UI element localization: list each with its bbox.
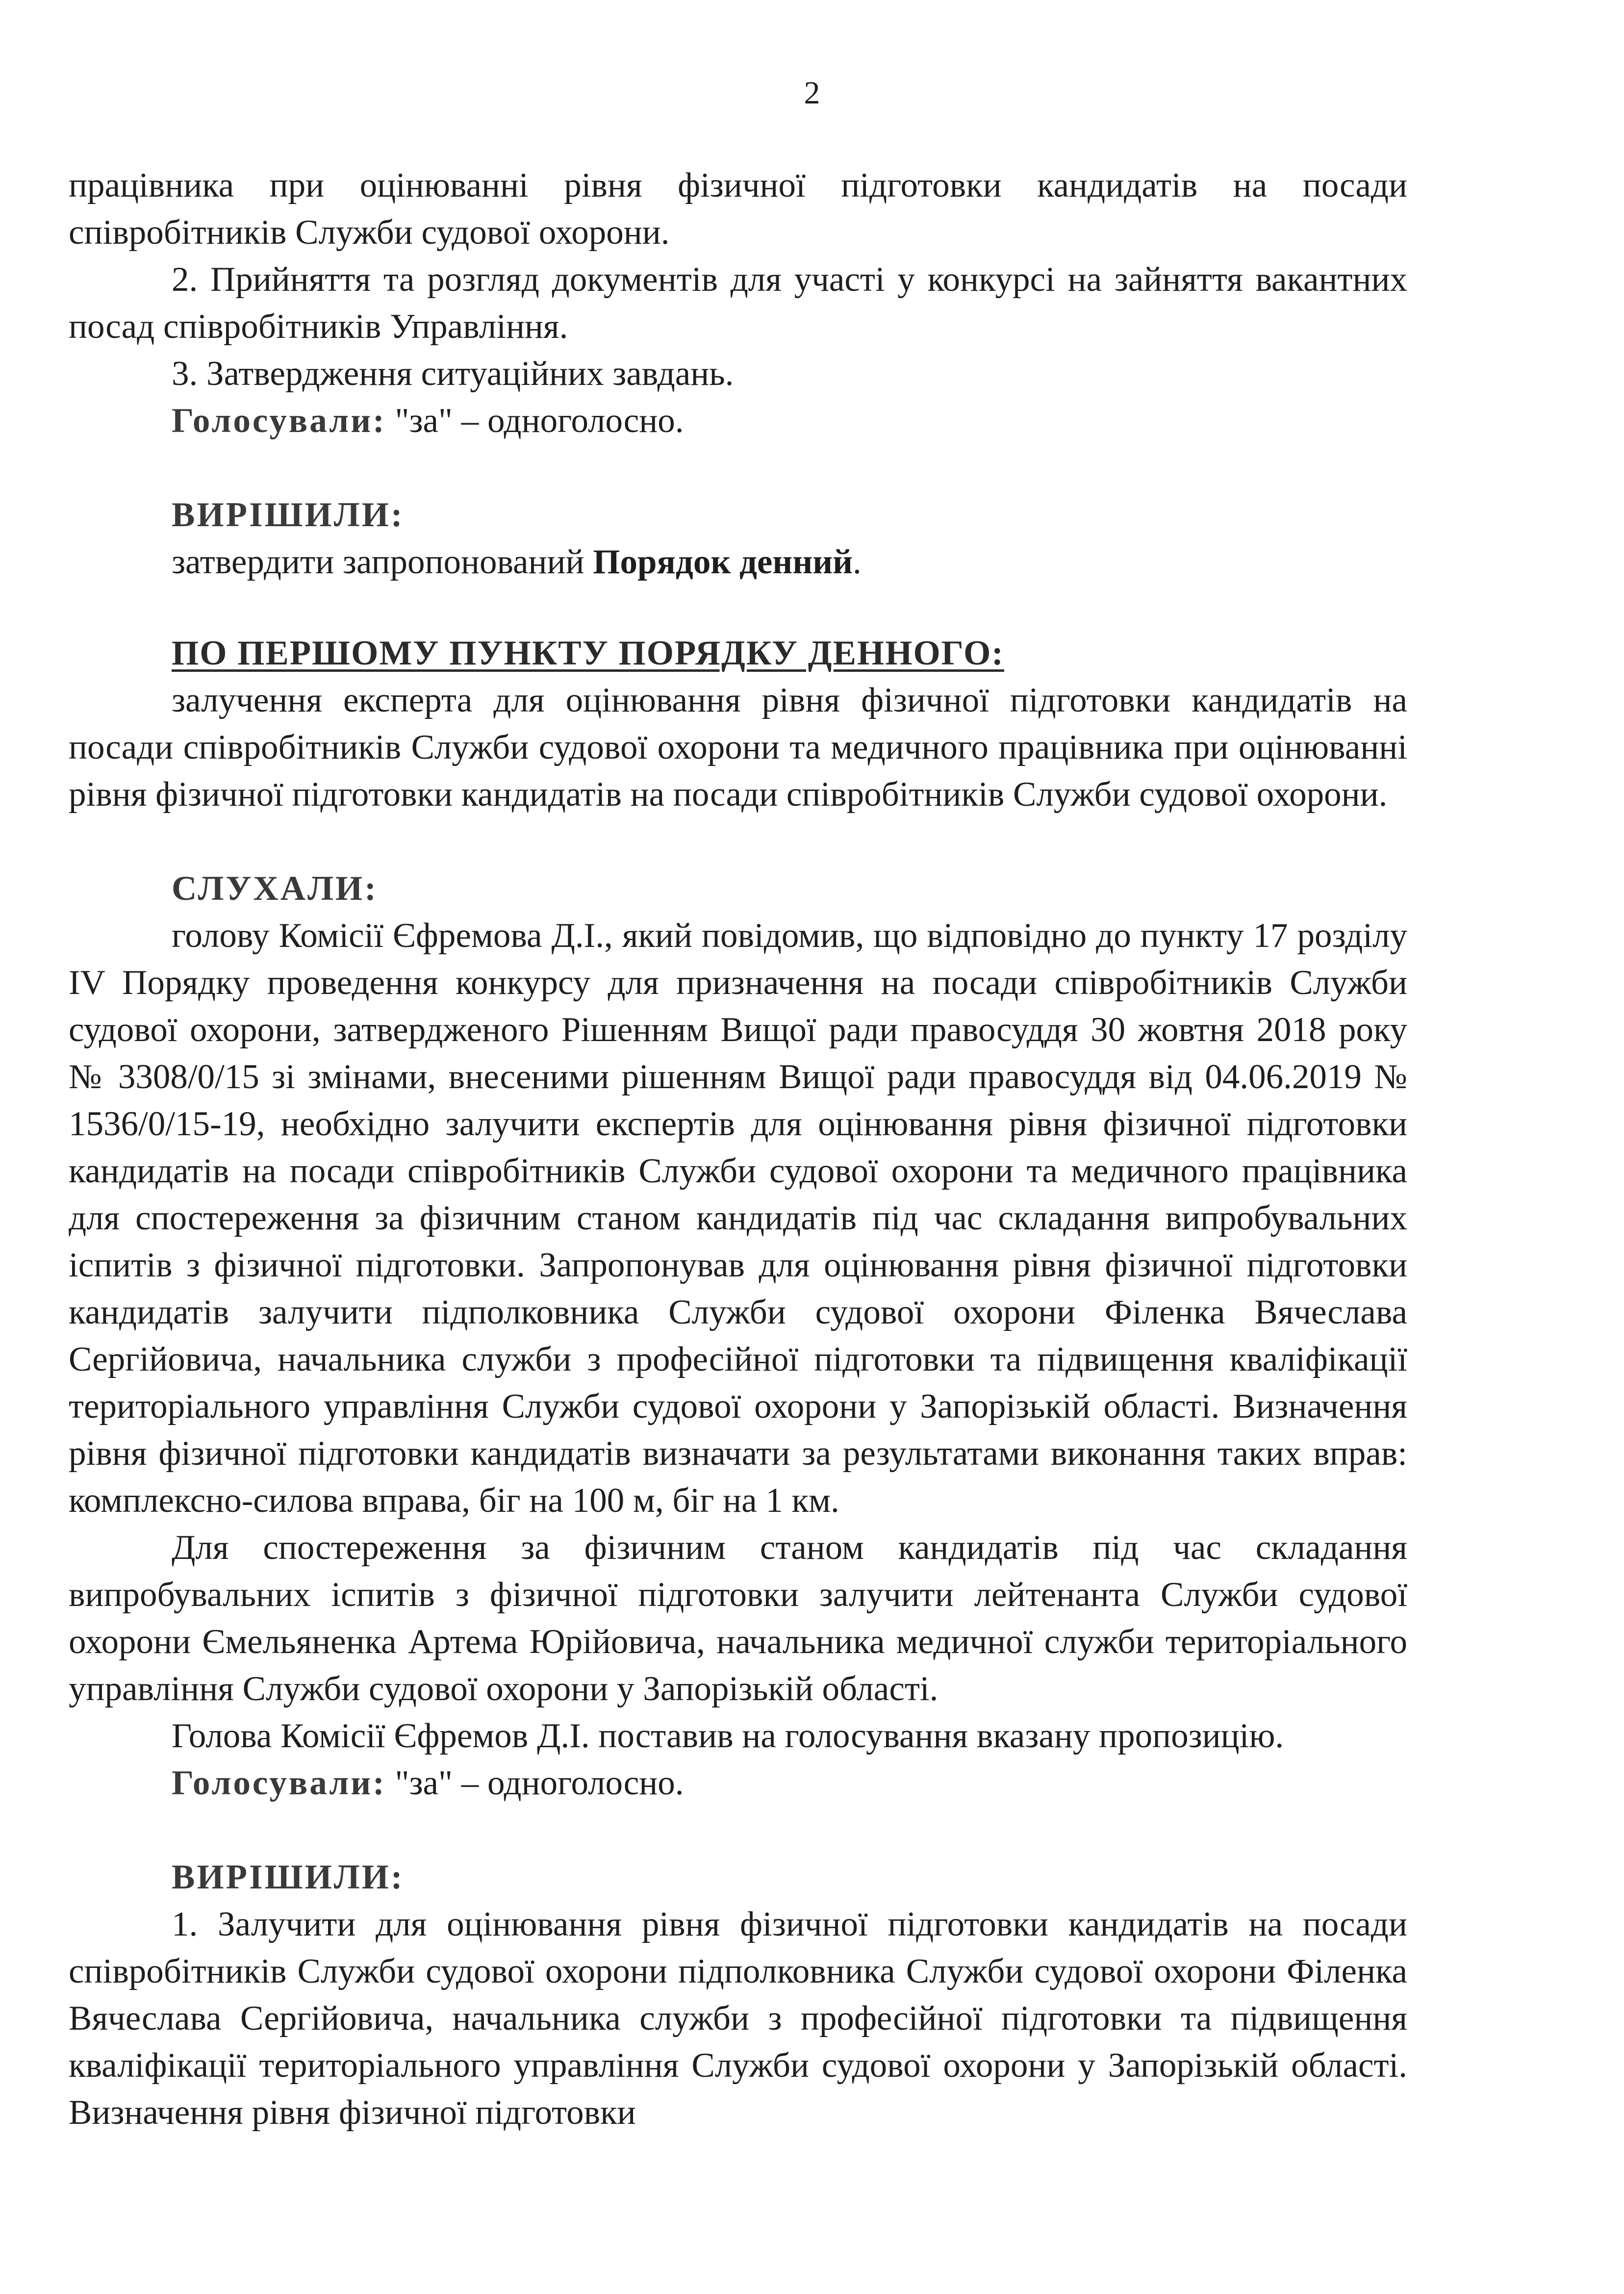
heard-paragraph-1: голову Комісії Єфремова Д.І., який повідомив, що відповідно до пункту 17 розділу IV Порядку проведення конкурсу для призначення на посади співробітників Служби судової охорони, затвердженого Рішенням Вищої ради правосуддя 30 жовтня 2018 року № 3308/0/15 зі змінами, внесеними рішенням Вищої ради правосуддя від 04.06.2019 № 1536/0/15-19, необхідно залучити експертів для оцінювання рівня фізичної підготовки кандидатів на посади співробітників Служби судової охорони та медичного працівника для спостереження за фізичним станом кандидатів під час складання випробувальних іспитів з фізичної підготовки. Запропонував для оцінювання рівня фізичної підготовки кандидатів залучити підполковника Служби судової охорони Філенка Вячеслава Сергійовича, начальника служби з професійної підготовки та підвищення кваліфікації територіального управління Служби судової охорони у Запорізькій області. Визначення рівня фізичної підготовки кандидатів визначати за результатами виконання таких вправ: комплексно-силова вправа, біг на 100 м, біг на 1 км.	[69, 917, 1407, 1520]
decided-heading-1: ВИРІШИЛИ:	[172, 496, 405, 534]
vote-value: "за" – одноголосно.	[395, 1764, 684, 1802]
vote-line-1	[69, 397, 1407, 444]
decided-heading-2: ВИРІШИЛИ:	[172, 1858, 405, 1896]
first-item-text: залучення експерта для оцінювання рівня фізичної підготовки кандидатів на посади співробітників Служби судової охорони та медичного працівника при оцінюванні рівня фізичної підготовки кандидатів на посади співробітників Служби судової охорони.	[69, 681, 1407, 814]
vote-value: "за" – одноголосно.	[395, 402, 684, 440]
decision-1-suffix: .	[853, 543, 862, 581]
document-body	[69, 162, 1407, 2136]
vote-label: Голосували:	[172, 402, 386, 440]
agenda-item-2: 2. Прийняття та розгляд документів для участі у конкурсі на зайняття вакантних посад співробітників Управління.	[69, 260, 1407, 346]
first-item-heading: ПО ПЕРШОМУ ПУНКТУ ПОРЯДКУ ДЕННОГО:	[172, 634, 1004, 672]
heard-paragraph-3: Голова Комісії Єфремов Д.І. поставив на голосування вказану пропозицію.	[172, 1717, 1284, 1755]
decision-2-paragraph-1: 1. Залучити для оцінювання рівня фізичної підготовки кандидатів на посади співробітників Служби судової охорони підполковника Служби судової охорони Філенка Вячеслава Сергійовича, начальника служби з професійної підготовки та підвищення кваліфікації територіального управління Служби судової охорони у Запорізькій області. Визначення рівня фізичної підготовки	[69, 1905, 1407, 2132]
vote-label: Голосували:	[172, 1764, 386, 1802]
heard-paragraph-2: Для спостереження за фізичним станом кандидатів під час складання випробувальних іспитів з фізичної підготовки залучити лейтенанта Служби судової охорони Ємельяненка Артема Юрійовича, начальника медичної служби територіального управління Служби судової охорони у Запорізькій області.	[69, 1529, 1407, 1708]
decision-1-bold: Порядок денний	[593, 543, 853, 581]
decision-1-lead: затвердити запропонований	[172, 543, 593, 581]
intro-continuation: працівника при оцінюванні рівня фізичної підготовки кандидатів на посади співробітників Служби судової охорони.	[69, 166, 1407, 252]
decision-1-text	[69, 538, 1407, 586]
vote-line-2	[69, 1759, 1407, 1807]
page-number: 2	[804, 75, 820, 111]
agenda-item-3: 3. Затвердження ситуаційних завдань.	[172, 355, 734, 393]
heard-heading: СЛУХАЛИ:	[172, 869, 378, 908]
